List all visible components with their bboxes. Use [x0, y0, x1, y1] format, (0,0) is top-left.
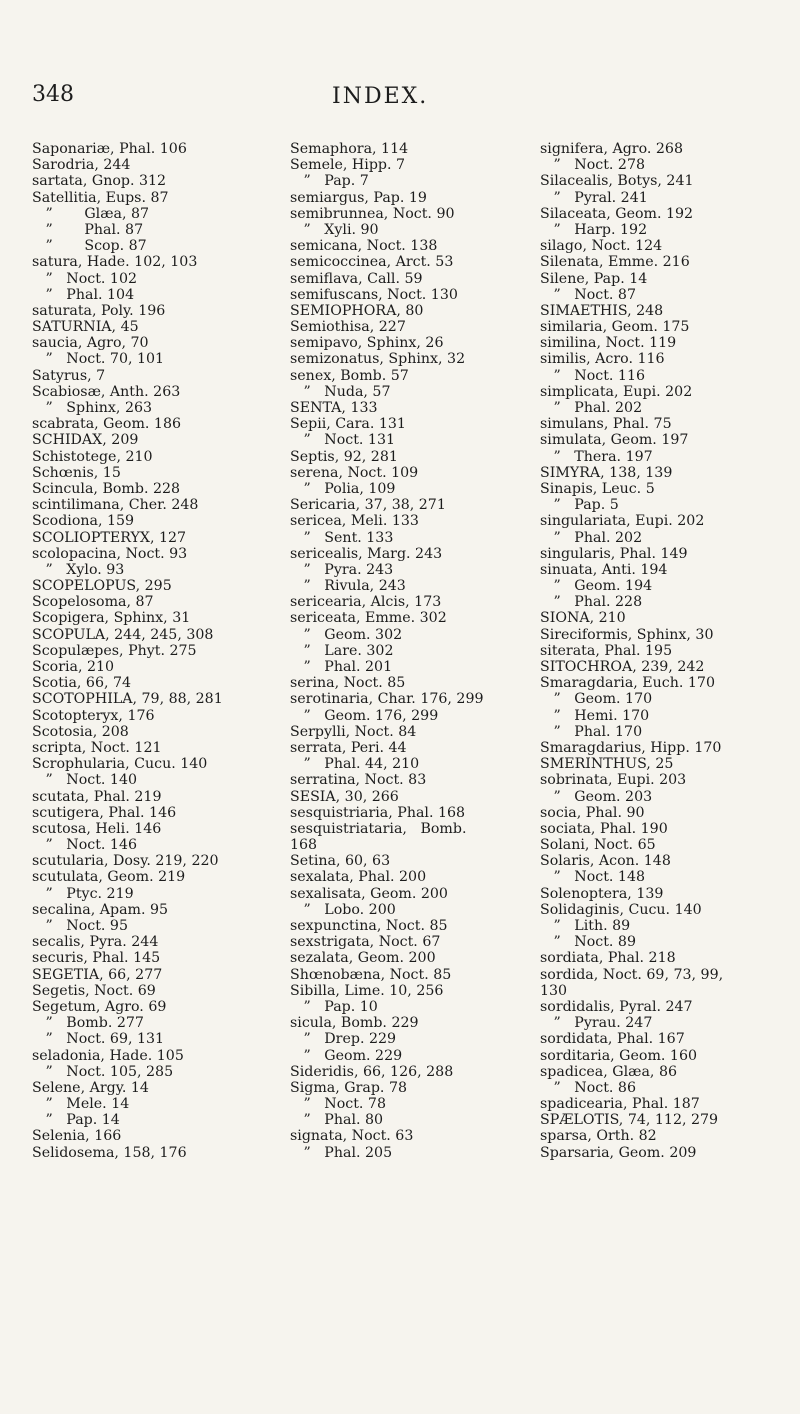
index-entry: ” Phal. 104 — [32, 286, 135, 303]
index-entry: Schœnis, 15 — [32, 464, 121, 481]
index-entry: sexpunctina, Noct. 85 — [290, 918, 448, 934]
index-entry: ” Pap. 10 — [290, 998, 378, 1015]
index-entry: ” Noct. 87 — [540, 286, 636, 303]
index-entry: serratina, Noct. 83 — [290, 772, 427, 789]
index-entry: semicana, Noct. 138 — [290, 238, 438, 255]
index-entry: semiargus, Pap. 19 — [290, 189, 427, 206]
index-entry: sezalata, Geom. 200 — [290, 950, 436, 967]
index-entry: sociata, Phal. 190 — [540, 820, 668, 837]
index-entry: sordida, Noct. 69, 73, 99, — [540, 966, 724, 983]
index-entry: singulariata, Eupi. 202 — [540, 513, 705, 530]
index-entry: ” Ptyc. 219 — [32, 885, 134, 902]
index-entry: Selenia, 166 — [32, 1128, 122, 1145]
index-entry: Sideridis, 66, 126, 288 — [290, 1063, 454, 1080]
index-column-2 — [290, 141, 545, 1161]
running-title: INDEX. — [332, 84, 429, 109]
index-entry: ” Scop. 87 — [32, 238, 147, 255]
index-entry: satura, Hade. 102, 103 — [32, 254, 198, 271]
index-entry: SATURNIA, 45 — [32, 319, 139, 336]
index-entry: scutulata, Geom. 219 — [32, 869, 186, 886]
index-entry: ” Xylo. 93 — [32, 561, 125, 578]
index-entry: Solaris, Acon. 148 — [540, 853, 671, 870]
index-entry: ” Bomb. 277 — [32, 1015, 144, 1032]
index-entry: Selene, Argy. 14 — [32, 1079, 149, 1096]
index-entry: sexstrigata, Noct. 67 — [290, 934, 441, 951]
index-entry: signata, Noct. 63 — [290, 1128, 414, 1145]
index-entry: ” Geom. 203 — [540, 788, 653, 805]
index-entry: ” Noct. 278 — [540, 157, 646, 174]
index-entry: Satellitia, Eups. 87 — [32, 189, 169, 206]
index-entry: Selidosema, 158, 176 — [32, 1144, 187, 1161]
index-entry: scolopacina, Noct. 93 — [32, 545, 188, 562]
index-entry: similaria, Geom. 175 — [540, 319, 690, 336]
index-entry: sexalata, Phal. 200 — [290, 869, 427, 886]
index-entry: ” Phal. 170 — [540, 723, 643, 740]
index-entry: ” Harp. 192 — [540, 221, 648, 238]
index-entry: Sigma, Grap. 78 — [290, 1079, 407, 1096]
index-entry: ” Phal. 202 — [540, 400, 643, 416]
index-entry: siterata, Phal. 195 — [540, 642, 673, 659]
index-entry: ” Phal. 205 — [290, 1144, 393, 1161]
index-entry: Saponariæ, Phal. 106 — [32, 141, 187, 157]
index-entry: scutularia, Dosy. 219, 220 — [32, 853, 219, 870]
index-column-1 — [32, 141, 287, 1161]
index-entry: ” Noct. 69, 131 — [32, 1031, 165, 1048]
index-entry: sinuata, Anti. 194 — [540, 561, 668, 578]
index-entry: ” Phal. 80 — [290, 1112, 384, 1129]
index-entry: Schistotege, 210 — [32, 448, 153, 465]
index-entry: SEGETIA, 66, 277 — [32, 966, 163, 983]
index-entry: singularis, Phal. 149 — [540, 545, 688, 562]
index-entry: Scotopteryx, 176 — [32, 707, 155, 724]
index-entry: silago, Noct. 124 — [540, 238, 663, 255]
index-entry: Scotia, 66, 74 — [32, 675, 132, 692]
index-entry: semicoccinea, Arct. 53 — [290, 254, 454, 271]
index-entry: secalis, Pyra. 244 — [32, 934, 159, 951]
index-entry: Semele, Hipp. 7 — [290, 157, 406, 174]
index-entry: sobrinata, Eupi. 203 — [540, 772, 687, 789]
index-entry: ” Glæa, 87 — [32, 205, 150, 222]
index-entry: Sibilla, Lime. 10, 256 — [290, 982, 444, 999]
index-entry: Sericaria, 37, 38, 271 — [290, 497, 446, 514]
index-entry: 130 — [540, 982, 568, 999]
index-entry: sordiata, Phal. 218 — [540, 950, 676, 967]
index-entry: saucia, Agro, 70 — [32, 335, 149, 352]
index-entry: ” Thera. 197 — [540, 448, 653, 465]
index-entry: SCOPELOPUS, 295 — [32, 578, 172, 595]
index-entry: Solidaginis, Cucu. 140 — [540, 901, 702, 918]
index-entry: ” Phal. 228 — [540, 594, 643, 611]
index-entry: simulans, Phal. 75 — [540, 416, 672, 433]
page-number: 348 — [32, 82, 74, 107]
index-entry: Scopigera, Sphinx, 31 — [32, 610, 191, 627]
index-entry: ” Geom. 194 — [540, 578, 653, 595]
index-entry: scabrata, Geom. 186 — [32, 416, 182, 433]
index-entry: ” Noct. 140 — [32, 772, 138, 789]
index-entry: spadicearia, Phal. 187 — [540, 1096, 700, 1113]
index-entry: ” Pap. 14 — [32, 1112, 120, 1129]
index-entry: ” Polia, 109 — [290, 480, 396, 497]
index-entry: ” Xyli. 90 — [290, 221, 379, 238]
index-entry: ” Hemi. 170 — [540, 707, 650, 724]
index-entry: ” Noct. 70, 101 — [32, 351, 165, 368]
index-entry: ” Sphinx, 263 — [32, 400, 153, 416]
index-entry: ” Geom. 229 — [290, 1047, 403, 1064]
index-entry: ” Drep. 229 — [290, 1031, 397, 1048]
index-entry: serina, Noct. 85 — [290, 675, 406, 692]
index-entry: semizonatus, Sphinx, 32 — [290, 351, 466, 368]
index-entry: ” Pyrau. 247 — [540, 1015, 653, 1032]
index-entry: semifuscans, Noct. 130 — [290, 286, 458, 303]
index-entry: SENTA, 133 — [290, 400, 378, 416]
index-entry: semipavo, Sphinx, 26 — [290, 335, 444, 352]
index-entry: signifera, Agro. 268 — [540, 141, 683, 157]
index-entry: Silaceata, Geom. 192 — [540, 205, 694, 222]
index-entry: ” Geom. 302 — [290, 626, 403, 643]
index-entry: semibrunnea, Noct. 90 — [290, 205, 455, 222]
index-entry: ” Noct. 95 — [32, 918, 128, 934]
index-entry: Sinapis, Leuc. 5 — [540, 480, 655, 497]
index-entry: Serpylli, Noct. 84 — [290, 723, 417, 740]
index-entry: ” Pap. 7 — [290, 173, 369, 190]
index-entry: ” Noct. 131 — [290, 432, 396, 449]
index-entry: SITOCHROA, 239, 242 — [540, 659, 705, 675]
index-entry: ” Noct. 78 — [290, 1096, 386, 1113]
index-entry: ” Noct. 148 — [540, 869, 646, 886]
index-entry: seladonia, Hade. 105 — [32, 1047, 184, 1064]
index-entry: ” Geom. 170 — [540, 691, 653, 708]
index-column-3 — [540, 141, 795, 1161]
index-entry: Scotosia, 208 — [32, 723, 129, 740]
index-entry: SCOLIOPTERYX, 127 — [32, 529, 187, 546]
index-entry: ” Noct. 146 — [32, 837, 138, 854]
index-entry: scutata, Phal. 219 — [32, 788, 162, 805]
index-entry: Setina, 60, 63 — [290, 853, 391, 870]
index-entry: ” Phal. 202 — [540, 529, 643, 546]
index-entry: scintilimana, Cher. 248 — [32, 497, 199, 514]
index-entry: scutigera, Phal. 146 — [32, 804, 177, 821]
index-entry: ” Lith. 89 — [540, 918, 631, 934]
index-entry: SCOPULA, 244, 245, 308 — [32, 626, 214, 643]
index-entry: ” Phal. 87 — [32, 221, 144, 238]
index-entry: ” Mele. 14 — [32, 1096, 130, 1113]
index-entry: SEMIOPHORA, 80 — [290, 302, 424, 319]
index-entry: sordidata, Phal. 167 — [540, 1031, 685, 1048]
index-entry: sericearia, Alcis, 173 — [290, 594, 442, 611]
index-entry: ” Noct. 105, 285 — [32, 1063, 174, 1080]
index-entry: Scopelosoma, 87 — [32, 594, 154, 611]
index-entry: Sarodria, 244 — [32, 157, 131, 174]
index-entry: sicula, Bomb. 229 — [290, 1015, 419, 1032]
index-entry: ” Noct. 102 — [32, 270, 138, 287]
index-entry: Silenata, Emme. 216 — [540, 254, 690, 271]
index-entry: ” Noct. 86 — [540, 1079, 636, 1096]
index-entry: ” Rivula, 243 — [290, 578, 406, 595]
index-entry: ” Noct. 89 — [540, 934, 636, 951]
index-entry: SESIA, 30, 266 — [290, 788, 399, 805]
index-entry: ” Sent. 133 — [290, 529, 394, 546]
index-entry: Silene, Pap. 14 — [540, 270, 648, 287]
index-entry: sericealis, Marg. 243 — [290, 545, 443, 562]
index-entry: Scopulæpes, Phyt. 275 — [32, 642, 197, 659]
index-entry: Sparsaria, Geom. 209 — [540, 1144, 697, 1161]
index-entry: sorditaria, Geom. 160 — [540, 1047, 698, 1064]
index-entry: ” Pyra. 243 — [290, 561, 394, 578]
index-entry: serrata, Peri. 44 — [290, 739, 407, 756]
index-entry: sparsa, Orth. 82 — [540, 1128, 657, 1145]
index-entry: Solani, Noct. 65 — [540, 837, 656, 854]
index-entry: ” Nuda, 57 — [290, 383, 391, 400]
index-entry: sexalisata, Geom. 200 — [290, 885, 448, 902]
index-entry: simplicata, Eupi. 202 — [540, 383, 693, 400]
index-entry: SIONA, 210 — [540, 610, 626, 627]
index-entry: securis, Phal. 145 — [32, 950, 161, 967]
index-entry: serena, Noct. 109 — [290, 464, 419, 481]
index-entry: Scodiona, 159 — [32, 513, 135, 530]
page-header — [0, 82, 800, 112]
index-entry: Smaragdaria, Euch. 170 — [540, 675, 715, 692]
index-entry: secalina, Apam. 95 — [32, 901, 169, 918]
index-entry: SPÆLOTIS, 74, 112, 279 — [540, 1112, 719, 1129]
index-entry: Scoria, 210 — [32, 659, 115, 675]
index-entry: sartata, Gnop. 312 — [32, 173, 167, 190]
index-entry: ” Lobo. 200 — [290, 901, 396, 918]
index-entry: Scincula, Bomb. 228 — [32, 480, 181, 497]
index-entry: sericeata, Emme. 302 — [290, 610, 447, 627]
index-entry: Semiothisa, 227 — [290, 319, 406, 336]
index-entry: ” Pap. 5 — [540, 497, 619, 514]
index-entry: simulata, Geom. 197 — [540, 432, 689, 449]
index-entry: spadicea, Glæa, 86 — [540, 1063, 677, 1080]
index-entry: Sireciformis, Sphinx, 30 — [540, 626, 714, 643]
index-entry: SCOTOPHILA, 79, 88, 281 — [32, 691, 223, 708]
index-entry: Scrophularia, Cucu. 140 — [32, 756, 208, 773]
index-entry: senex, Bomb. 57 — [290, 367, 409, 384]
index-entry: Sepii, Cara. 131 — [290, 416, 406, 433]
index-entry: Septis, 92, 281 — [290, 448, 398, 465]
index-entry: Smaragdarius, Hipp. 170 — [540, 739, 722, 756]
index-entry: ” Pyral. 241 — [540, 189, 648, 206]
index-entry: scripta, Noct. 121 — [32, 739, 162, 756]
index-entry: semiflava, Call. 59 — [290, 270, 423, 287]
index-entry: Scabiosæ, Anth. 263 — [32, 383, 181, 400]
index-entry: sesquistriataria, Bomb. — [290, 820, 467, 837]
index-entry: ” Phal. 44, 210 — [290, 756, 420, 773]
index-entry: SIMYRA, 138, 139 — [540, 464, 673, 481]
index-entry: SMERINTHUS, 25 — [540, 756, 674, 773]
index-entry: Segetum, Agro. 69 — [32, 998, 167, 1015]
index-entry: saturata, Poly. 196 — [32, 302, 166, 319]
index-entry: ” Noct. 116 — [540, 367, 646, 384]
index-entry: Shœnobæna, Noct. 85 — [290, 966, 452, 983]
index-entry: 168 — [290, 837, 318, 854]
index-entry: Satyrus, 7 — [32, 367, 106, 384]
index-entry: sordidalis, Pyral. 247 — [540, 998, 693, 1015]
index-entry: Segetis, Noct. 69 — [32, 982, 156, 999]
index-entry: Silacealis, Botys, 241 — [540, 173, 694, 190]
index-entry: serotinaria, Char. 176, 299 — [290, 691, 484, 708]
index-entry: sesquistriaria, Phal. 168 — [290, 804, 466, 821]
index-entry: similina, Noct. 119 — [540, 335, 677, 352]
index-entry: sericea, Meli. 133 — [290, 513, 419, 530]
index-entry: ” Geom. 176, 299 — [290, 707, 439, 724]
index-entry: SCHIDAX, 209 — [32, 432, 139, 449]
index-entry: similis, Acro. 116 — [540, 351, 665, 368]
index-entry: SIMAETHIS, 248 — [540, 302, 664, 319]
index-entry: scutosa, Heli. 146 — [32, 820, 162, 837]
index-entry: ” Phal. 201 — [290, 659, 393, 675]
index-entry: Solenoptera, 139 — [540, 885, 664, 902]
index-entry: ” Lare. 302 — [290, 642, 394, 659]
index-entry: socia, Phal. 90 — [540, 804, 645, 821]
index-entry: Semaphora, 114 — [290, 141, 409, 157]
